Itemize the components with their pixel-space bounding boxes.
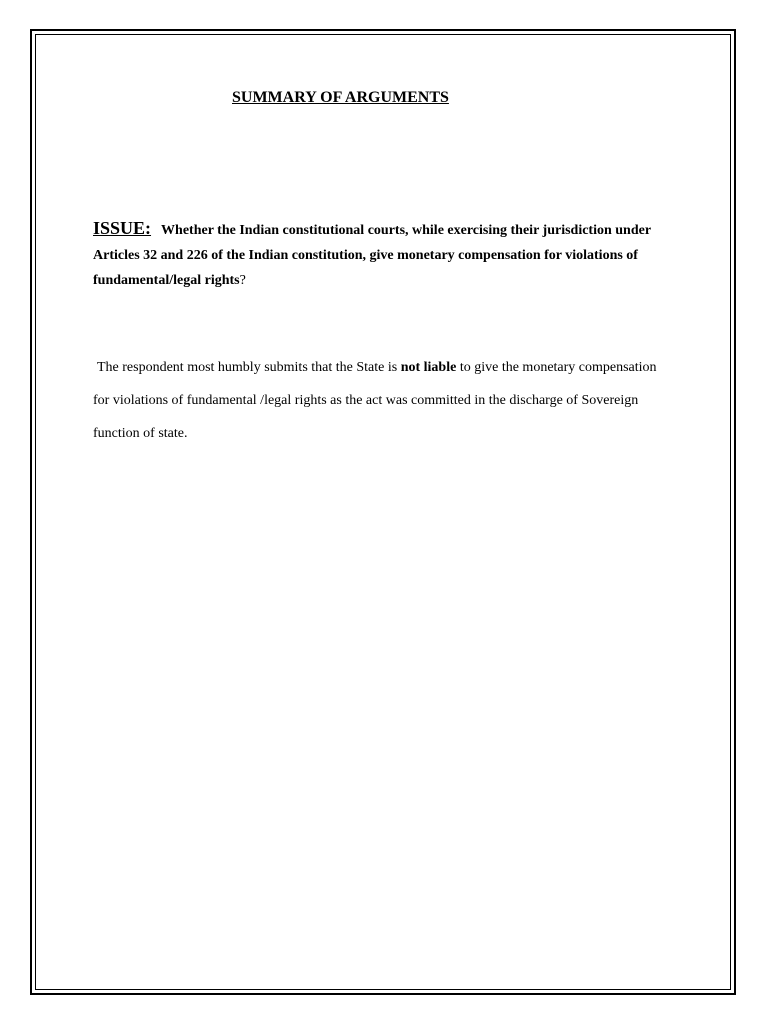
issue-question-mark: ?: [239, 273, 246, 288]
submission-rest: to give the monetary compensation for violations of fundamental /legal rights as the act was committed in the discharge of Sovereign function of state.: [93, 360, 657, 441]
page-border-inner: [35, 34, 731, 990]
submission-emphasis: not liable: [400, 360, 457, 375]
page-title: SUMMARY OF ARGUMENTS: [232, 89, 449, 106]
issue-question: Whether the Indian constitutional courts, while exercising their jurisdiction under Articles 32 and 226 of the Indian constitution, give monetary compensation for violations of fundamental/legal rights: [93, 223, 651, 288]
issue-paragraph: [93, 216, 673, 293]
issue-label: ISSUE:: [93, 218, 152, 238]
submission-lead: The respondent most humbly submits that the State is: [97, 360, 401, 375]
submission-paragraph: [93, 351, 663, 450]
